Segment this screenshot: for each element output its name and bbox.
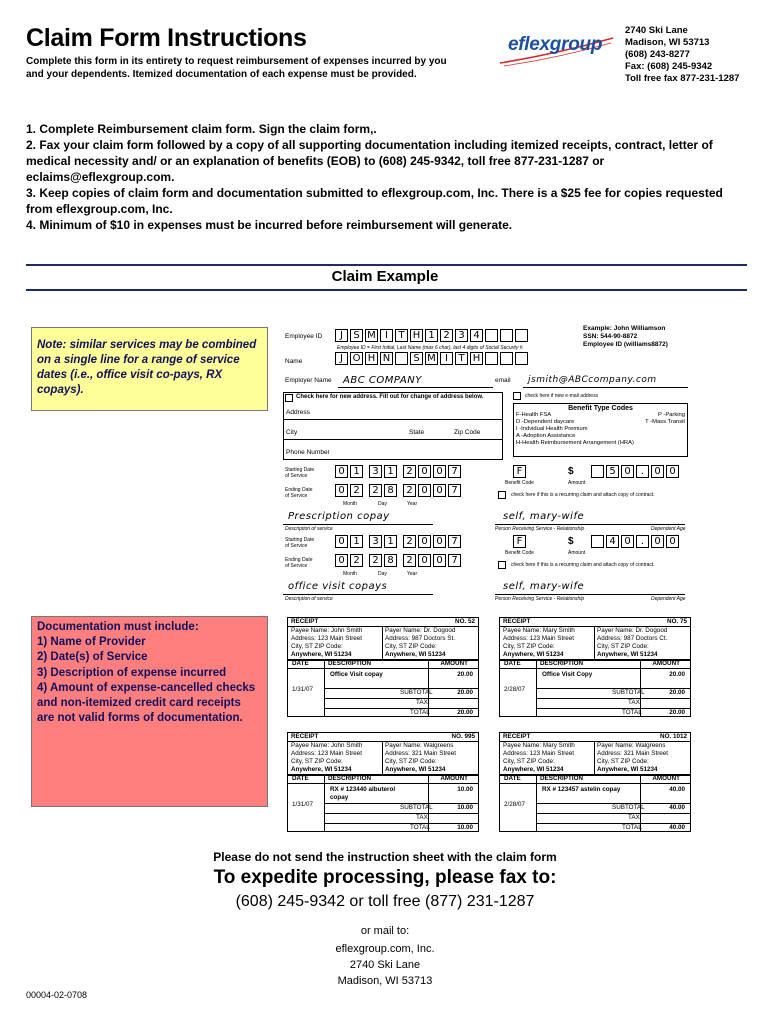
name-char-box: M xyxy=(425,352,438,365)
end-date-boxes-box: 2 xyxy=(350,484,363,497)
total-label: TOTAL xyxy=(622,709,642,716)
person-value: self, mary-wife xyxy=(503,511,585,522)
end-date-boxes-box: 2 xyxy=(350,554,363,567)
amount-boxes-box: 5 xyxy=(606,465,619,478)
start-date-boxes-box: 0 xyxy=(433,535,446,548)
new-email-note: check here if new e-mail address xyxy=(525,393,599,399)
payee-name: Payee Name: John Smith xyxy=(291,742,363,749)
employee-id-char-box xyxy=(500,329,513,342)
receipt-number: NO. 995 xyxy=(451,733,475,740)
receipt xyxy=(499,617,691,717)
payer-city: Anywhere, WI 51234 xyxy=(385,651,446,658)
doc-item-1: 1) Name of Provider xyxy=(37,636,146,649)
amount-boxes-box: 0 xyxy=(651,465,664,478)
example-name: Example: John Williamson xyxy=(583,325,666,332)
end-date-label: Ending Date of Service xyxy=(285,487,313,499)
payee-city: Anywhere, WI 51234 xyxy=(291,651,352,658)
doc-item-3: 3) Description of expense incurred xyxy=(37,666,227,679)
receipt-date: 1/31/07 xyxy=(292,686,314,693)
code-d: D -Dependent daycare xyxy=(516,419,575,425)
payer-city: Anywhere, WI 51234 xyxy=(385,766,446,773)
name-char-box: H xyxy=(365,352,378,365)
receipt-date: 2/28/07 xyxy=(504,801,526,808)
start-date-boxes-box: 0 xyxy=(418,465,431,478)
address-label: Address xyxy=(286,409,310,416)
payer-address: Address: 321 Main Street xyxy=(597,750,669,757)
doc-item-4: 4) Amount of expense-cancelled checks and non-itemized credit card receipts are not valid forms of documentation. xyxy=(37,681,256,725)
logo-text: eflexgroup xyxy=(508,34,603,55)
subtotal-value: 40.00 xyxy=(669,804,685,811)
payer-name: Payer Name: Dr. Dogood xyxy=(385,627,456,634)
amount-boxes xyxy=(591,465,681,478)
subtotal-value: 20.00 xyxy=(457,689,473,696)
subtotal-label: SUBTOTAL xyxy=(612,804,645,811)
payee-name: Payee Name: Mary Smith xyxy=(503,627,575,634)
employee-id-char-box xyxy=(485,329,498,342)
name-boxes xyxy=(335,352,530,365)
description-value: office visit copays xyxy=(288,581,388,592)
dependent-age-label: Dependent Age xyxy=(651,596,686,602)
end-date-boxes-box: 0 xyxy=(418,554,431,567)
name-char-box: S xyxy=(410,352,423,365)
receipt-amount: 10.00 xyxy=(457,786,473,793)
new-address-checkbox xyxy=(285,394,293,402)
payee-name: Payee Name: John Smith xyxy=(291,627,363,634)
name-char-box: H xyxy=(470,352,483,365)
end-date-boxes-box: 8 xyxy=(384,484,397,497)
contact-phone: (608) 243-8277 xyxy=(625,49,690,60)
employer-line xyxy=(338,387,493,388)
receipt-description: RX # 123457 astelin copay xyxy=(542,786,621,793)
end-date-boxes-box: 0 xyxy=(433,484,446,497)
start-date-boxes-box: 3 xyxy=(369,535,382,548)
receipt xyxy=(287,732,479,832)
start-date-label: Starting Date of Service xyxy=(285,467,315,479)
receipt-table-head-line xyxy=(500,668,690,669)
name-char-box xyxy=(515,352,528,365)
receipt-number: NO. 52 xyxy=(455,618,475,625)
mail-line-1: eflexgroup.com, Inc. xyxy=(335,943,435,955)
description-value: Prescription copay xyxy=(288,511,390,522)
start-date-boxes xyxy=(335,465,463,478)
total-value: 40.00 xyxy=(669,824,685,831)
end-date-boxes-box: 2 xyxy=(369,484,382,497)
receipt xyxy=(287,617,479,717)
date-header: DATE xyxy=(504,660,521,667)
payee-address: Address: 123 Main Street xyxy=(291,635,363,642)
page-subtitle: Complete this form in its entirety to request reimbursement of expenses incurred by you and your dependents. Itemized documentation of each expense must be provided. xyxy=(26,56,447,80)
end-date-boxes xyxy=(335,484,463,497)
payer-name: Payer Name: Walgreens xyxy=(385,742,454,749)
subtotal-label: SUBTOTAL xyxy=(400,689,433,696)
person-value: self, mary-wife xyxy=(503,581,585,592)
benefit-code-box-box: F xyxy=(513,535,526,548)
tax-line xyxy=(536,698,690,699)
payee-city: Anywhere, WI 51234 xyxy=(291,766,352,773)
amount-boxes-box: 4 xyxy=(606,535,619,548)
employee-id-char-box: I xyxy=(380,329,393,342)
subtotal-label: SUBTOTAL xyxy=(400,804,433,811)
payee-city: Anywhere, WI 51234 xyxy=(503,651,564,658)
amount-boxes-box: 0 xyxy=(621,465,634,478)
year-label: Year xyxy=(407,571,418,577)
divider-top xyxy=(26,264,747,266)
tax-label: TAX xyxy=(628,814,640,821)
address-line xyxy=(284,419,502,420)
start-date-boxes-box: 7 xyxy=(448,535,461,548)
name-label: Name xyxy=(285,358,303,365)
start-date-boxes-box: 1 xyxy=(384,465,397,478)
description-label: Description of service xyxy=(285,526,333,532)
payer-address: Address: 987 Doctors Ct. xyxy=(597,635,668,642)
name-char-box: N xyxy=(380,352,393,365)
amount-boxes-box: 0 xyxy=(666,465,679,478)
page-title: Claim Form Instructions xyxy=(26,24,307,52)
name-char-box: I xyxy=(440,352,453,365)
total-label: TOTAL xyxy=(410,824,430,831)
name-char-box xyxy=(395,352,408,365)
amount-header: AMOUNT xyxy=(652,775,680,782)
end-date-boxes-box: 2 xyxy=(403,554,416,567)
tax-line xyxy=(324,813,478,814)
recurring-checkbox xyxy=(498,491,506,499)
code-i: I -Indvidual Health Premium xyxy=(516,426,588,432)
payee-city-label: City, ST ZIP Code: xyxy=(503,643,555,650)
contact-tollfree-fax: Toll free fax 877-231-1287 xyxy=(625,73,740,84)
receipt-amount: 20.00 xyxy=(669,671,685,678)
new-email-checkbox xyxy=(513,392,521,400)
code-f: F-Health FSA xyxy=(516,412,552,418)
benefit-codes-box xyxy=(513,403,688,457)
address-box xyxy=(283,392,503,460)
payee-city-label: City, ST ZIP Code: xyxy=(291,643,343,650)
day-label: Day xyxy=(378,571,387,577)
employee-id-hint: Employee ID = First Initial, Last Name (max 6 char), last 4 digits of Social Security #. xyxy=(337,345,524,351)
phone-label: Phone Number xyxy=(286,449,330,456)
receipt-date: 2/28/07 xyxy=(504,686,526,693)
payer-address: Address: 987 Doctors St. xyxy=(385,635,455,642)
employer-value: ABC COMPANY xyxy=(343,375,422,386)
payer-address: Address: 321 Main Street xyxy=(385,750,457,757)
benefit-code-box xyxy=(513,465,528,478)
benefit-code-box-box: F xyxy=(513,465,526,478)
employee-id-char-box: 4 xyxy=(470,329,483,342)
end-date-boxes-box: 0 xyxy=(418,484,431,497)
payer-name: Payer Name: Dr. Dogood xyxy=(597,627,668,634)
mail-line-3: Madison, WI 53713 xyxy=(337,975,433,987)
fax-numbers: (608) 245-9342 or toll free (877) 231-1287 xyxy=(235,893,535,910)
person-label: Person Receiving Service - Relationship xyxy=(495,526,585,532)
amount-boxes xyxy=(591,535,681,548)
receipt-description: Office Visit copay xyxy=(330,671,383,678)
employee-id-char-box xyxy=(515,329,528,342)
name-char-box xyxy=(485,352,498,365)
tax-line xyxy=(536,813,690,814)
total-value: 20.00 xyxy=(457,709,473,716)
employee-id-char-box: J xyxy=(335,329,348,342)
total-line xyxy=(324,823,478,824)
start-date-label: Starting Date of Service xyxy=(285,537,315,549)
contact-block xyxy=(625,25,739,85)
amount-header: AMOUNT xyxy=(440,660,468,667)
receipt-vdivider xyxy=(594,626,595,659)
total-value: 20.00 xyxy=(669,709,685,716)
receipt-number: NO. 75 xyxy=(667,618,687,625)
receipt-vdivider xyxy=(382,741,383,774)
end-date-boxes-box: 7 xyxy=(448,484,461,497)
end-date-boxes-box: 2 xyxy=(403,484,416,497)
benefit-code-label: Benefit Code xyxy=(505,550,534,556)
start-date-boxes xyxy=(335,535,463,548)
amount-label: Amount xyxy=(568,550,586,556)
receipt-label: RECEIPT xyxy=(291,733,319,740)
code-h: H-Health Reimbursement Arrangement (HRA) xyxy=(516,440,634,446)
email-label: email xyxy=(495,377,511,384)
receipt-table-head-line xyxy=(288,668,478,669)
subtotal-label: SUBTOTAL xyxy=(612,689,645,696)
example-header xyxy=(583,325,668,349)
receipt-date: 1/31/07 xyxy=(292,801,314,808)
payee-city: Anywhere, WI 51234 xyxy=(503,766,564,773)
amount-boxes-box: . xyxy=(636,465,649,478)
amount-boxes-box xyxy=(591,465,604,478)
employee-id-char-box: 1 xyxy=(425,329,438,342)
email-line xyxy=(523,387,688,388)
example-id: Employee ID (williams8872) xyxy=(583,341,668,348)
day-label: Day xyxy=(378,501,387,507)
receipt-amount: 40.00 xyxy=(669,786,685,793)
receipt-table-head-line xyxy=(288,783,478,784)
receipt-label: RECEIPT xyxy=(291,618,319,625)
start-date-boxes-box: 0 xyxy=(418,535,431,548)
code-t: T -Mass Transit xyxy=(645,419,685,425)
employee-id-boxes xyxy=(335,329,530,342)
receipt-table-head-line xyxy=(500,783,690,784)
contact-street: 2740 Ski Lane xyxy=(625,25,688,36)
end-date-label: Ending Date of Service xyxy=(285,557,313,569)
benefit-codes-title: Benefit Type Codes xyxy=(568,405,633,412)
dont-send-note: Please do not send the instruction sheet with the claim form xyxy=(213,850,557,864)
total-line xyxy=(536,708,690,709)
month-label: Month xyxy=(343,571,357,577)
tax-line xyxy=(324,698,478,699)
tax-label: TAX xyxy=(416,699,428,706)
receipt xyxy=(499,732,691,832)
payer-city-label: City, ST ZIP Code: xyxy=(385,643,437,650)
end-date-boxes-box: 0 xyxy=(335,484,348,497)
start-date-boxes-box: 1 xyxy=(350,535,363,548)
total-label: TOTAL xyxy=(410,709,430,716)
end-date-boxes-box: 8 xyxy=(384,554,397,567)
end-date-boxes-box: 0 xyxy=(433,554,446,567)
benefit-code-label: Benefit Code xyxy=(505,480,534,486)
date-header: DATE xyxy=(504,775,521,782)
doc-heading: Documentation must include: xyxy=(37,621,199,633)
payee-address: Address: 123 Main Street xyxy=(503,750,575,757)
person-label: Person Receiving Service - Relationship xyxy=(495,596,585,602)
description-header: DESCRIPTION xyxy=(328,660,372,667)
description-label: Description of service xyxy=(285,596,333,602)
step-3: 3. Keep copies of claim form and documentation submitted to eflexgroup.com, Inc. There is a $25 fee for copies requested from eflexgroup.com, Inc. xyxy=(26,186,723,216)
start-date-boxes-box: 7 xyxy=(448,465,461,478)
tax-label: TAX xyxy=(628,699,640,706)
recurring-checkbox xyxy=(498,561,506,569)
end-date-boxes xyxy=(335,554,463,567)
expedite-heading: To expedite processing, please fax to: xyxy=(213,867,557,888)
contact-fax: Fax: (608) 245-9342 xyxy=(625,61,713,72)
receipt-description: Office Visit Copy xyxy=(542,671,593,678)
employee-id-char-box: H xyxy=(410,329,423,342)
amount-boxes-box: . xyxy=(636,535,649,548)
employer-label: Employer Name xyxy=(285,377,332,384)
code-p: P -Parking xyxy=(658,412,685,418)
payer-city-label: City, ST ZIP Code: xyxy=(597,758,649,765)
description-header: DESCRIPTION xyxy=(328,775,372,782)
start-date-boxes-box: 3 xyxy=(369,465,382,478)
employee-id-char-box: S xyxy=(350,329,363,342)
state-label: State xyxy=(409,429,425,436)
step-1: 1. Complete Reimbursement claim form. Sign the claim form,. xyxy=(26,122,377,136)
description-line xyxy=(283,524,433,525)
total-value: 10.00 xyxy=(457,824,473,831)
payer-city: Anywhere, WI 51234 xyxy=(597,651,658,658)
name-char-box: O xyxy=(350,352,363,365)
subtotal-value: 10.00 xyxy=(457,804,473,811)
dollar-sign: $ xyxy=(568,466,574,477)
recurring-note: check here if this is a recurring claim and attach copy of contract. xyxy=(511,492,655,498)
date-header: DATE xyxy=(292,660,309,667)
city-label: City xyxy=(286,429,298,436)
payee-city-label: City, ST ZIP Code: xyxy=(503,758,555,765)
description-header: DESCRIPTION xyxy=(540,660,584,667)
claim-example-title: Claim Example xyxy=(331,268,439,285)
payee-address: Address: 123 Main Street xyxy=(291,750,363,757)
receipt-label: RECEIPT xyxy=(503,733,531,740)
year-label: Year xyxy=(407,501,418,507)
start-date-boxes-box: 1 xyxy=(384,535,397,548)
payee-address: Address: 123 Main Street xyxy=(503,635,575,642)
zip-label: Zip Code xyxy=(454,429,481,436)
end-date-boxes-box: 7 xyxy=(448,554,461,567)
date-header: DATE xyxy=(292,775,309,782)
payer-city-label: City, ST ZIP Code: xyxy=(385,758,437,765)
eflexgroup-logo xyxy=(496,30,616,70)
receipt-amount: 20.00 xyxy=(457,671,473,678)
start-date-boxes-box: 0 xyxy=(433,465,446,478)
receipt-vdivider xyxy=(382,626,383,659)
total-label: TOTAL xyxy=(622,824,642,831)
doc-item-2: 2) Date(s) of Service xyxy=(37,651,148,664)
name-char-box xyxy=(500,352,513,365)
instruction-steps xyxy=(26,121,751,233)
employee-id-char-box: M xyxy=(365,329,378,342)
total-line xyxy=(324,708,478,709)
code-a: A -Adoption Assistance xyxy=(516,433,576,439)
amount-label: Amount xyxy=(568,480,586,486)
receipt-vdivider xyxy=(594,741,595,774)
payer-city-label: City, ST ZIP Code: xyxy=(597,643,649,650)
subtotal-value: 20.00 xyxy=(669,689,685,696)
benefit-code-box xyxy=(513,535,528,548)
start-date-boxes-box: 0 xyxy=(335,535,348,548)
name-char-box: J xyxy=(335,352,348,365)
divider-bottom xyxy=(26,289,747,291)
name-char-box: T xyxy=(455,352,468,365)
recurring-note: check here if this is a recurring claim and attach copy of contract. xyxy=(511,562,655,568)
documentation-box xyxy=(31,616,268,807)
total-line xyxy=(536,823,690,824)
amount-header: AMOUNT xyxy=(652,660,680,667)
start-date-boxes-box: 0 xyxy=(335,465,348,478)
amount-boxes-box: 0 xyxy=(666,535,679,548)
amount-boxes-box xyxy=(591,535,604,548)
person-line xyxy=(495,524,685,525)
person-line xyxy=(495,594,685,595)
tax-label: TAX xyxy=(416,814,428,821)
start-date-boxes-box: 1 xyxy=(350,465,363,478)
end-date-boxes-box: 2 xyxy=(369,554,382,567)
claim-form-sample xyxy=(283,323,690,608)
mail-line-2: 2740 Ski Lane xyxy=(349,959,421,971)
form-number: 00004-02-0708 xyxy=(26,990,88,1000)
start-date-boxes-box: 2 xyxy=(403,465,416,478)
description-line xyxy=(283,594,433,595)
payee-name: Payee Name: Mary Smith xyxy=(503,742,575,749)
amount-header: AMOUNT xyxy=(440,775,468,782)
employee-id-char-box: T xyxy=(395,329,408,342)
receipt-number: NO. 1012 xyxy=(660,733,687,740)
receipt-label: RECEIPT xyxy=(503,618,531,625)
dependent-age-label: Dependent Age xyxy=(651,526,686,532)
contact-city: Madison, WI 53713 xyxy=(625,37,710,48)
or-mail-label: or mail to: xyxy=(360,925,410,937)
note-box: Note: similar services may be combined on a single line for a range of service dates (i.e., office visit co-pays, RX copays). xyxy=(31,327,268,411)
city-line xyxy=(284,439,502,440)
end-date-boxes-box: 0 xyxy=(335,554,348,567)
new-address-note: Check here for new address. Fill out for change of address below. xyxy=(296,394,484,400)
amount-boxes-box: 0 xyxy=(651,535,664,548)
email-value: jsmith@ABCcompany.com xyxy=(528,375,657,385)
step-4: 4. Minimum of $10 in expenses must be incurred before reimbursement will generate. xyxy=(26,218,513,232)
receipt-description: RX # 123440 albuterol copay xyxy=(330,786,396,801)
month-label: Month xyxy=(343,501,357,507)
step-2: 2. Fax your claim form followed by a copy of all supporting documentation including itemized receipts, contract, letter of medical necessity and/ or an explanation of benefits (EOB) to (608) 245-9342, toll free 877-231-1287 or eclaims@eflexgroup.com. xyxy=(26,138,713,184)
description-header: DESCRIPTION xyxy=(540,775,584,782)
employee-id-char-box: 2 xyxy=(440,329,453,342)
employee-id-label: Employee ID xyxy=(285,333,323,340)
dollar-sign: $ xyxy=(568,536,574,547)
amount-boxes-box: 0 xyxy=(621,535,634,548)
payer-name: Payer Name: Walgreens xyxy=(597,742,666,749)
payee-city-label: City, ST ZIP Code: xyxy=(291,758,343,765)
payer-city: Anywhere, WI 51234 xyxy=(597,766,658,773)
start-date-boxes-box: 2 xyxy=(403,535,416,548)
example-ssn: SSN: 544-90-8872 xyxy=(583,333,638,340)
employee-id-char-box: 3 xyxy=(455,329,468,342)
